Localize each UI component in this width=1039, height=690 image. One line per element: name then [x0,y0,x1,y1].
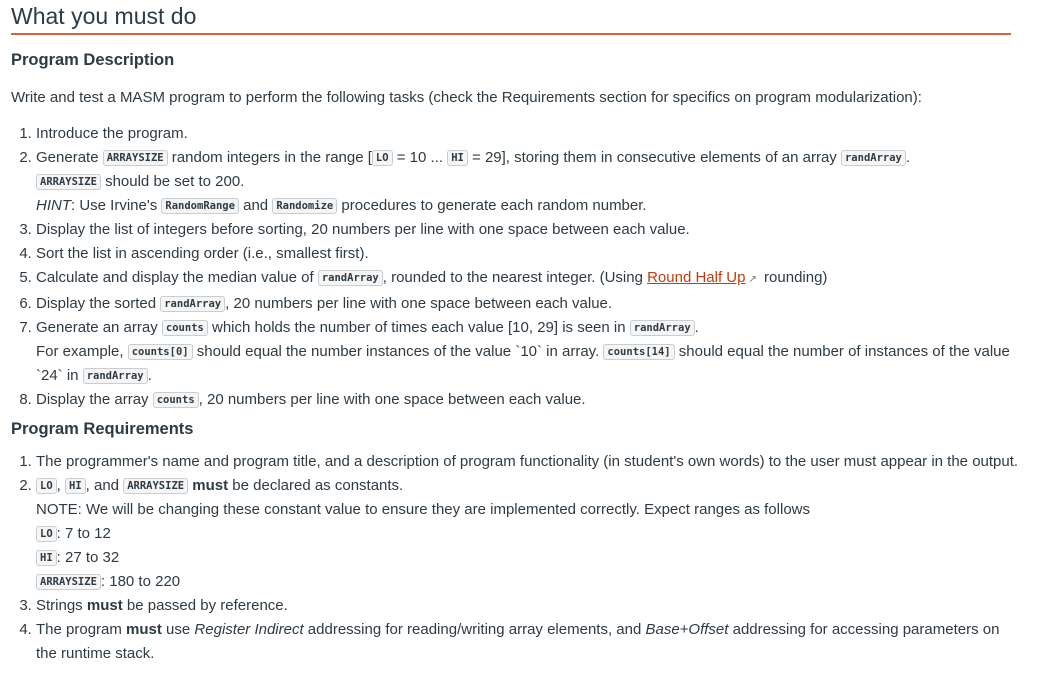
code-randomize: Randomize [272,198,337,214]
requirements-list [11,450,1021,666]
external-link-icon[interactable]: ↗︎ [748,274,757,285]
round-half-up-link[interactable]: Round Half Up [647,269,746,286]
must-emphasis: must [126,621,162,638]
code-lo: LO [372,150,393,166]
requirement-item-3: 3. Strings must be passed by reference. [36,594,1021,618]
code-randarray: randArray [630,320,695,336]
program-description-heading: Program Description [11,51,175,69]
code-hi: HI [447,150,468,166]
base-offset-term: Base+Offset [645,621,729,638]
code-counts-0: counts[0] [128,344,193,360]
page-title: What you must do [11,0,1011,35]
code-hi: HI [36,550,57,566]
hint-label: HINT [36,197,71,214]
code-arraysize: ARRAYSIZE [103,150,168,166]
page-content [11,0,1019,662]
code-hi: HI [65,478,86,494]
code-randarray: randArray [841,150,906,166]
code-counts: counts [162,320,208,336]
code-arraysize: ARRAYSIZE [36,574,101,590]
task-item-1: 1. Introduce the program. [36,122,1021,146]
task-item-8: 8. Display the array counts , 20 numbers per line with one space between each value. [36,388,1021,412]
must-emphasis: must [192,477,229,494]
code-arraysize: ARRAYSIZE [36,174,101,190]
task-item-6: 6. Display the sorted randArray , 20 numbers per line with one space between each value. [36,292,1021,316]
task-item-3: 3. Display the list of integers before sorting, 20 numbers per line with one space between each value. [36,218,1021,242]
code-randarray: randArray [318,270,383,286]
code-lo: LO [36,526,57,542]
code-lo: LO [36,478,57,494]
requirement-item-4: 4. The program must use Register Indirect addressing for reading/writing array elements, and Base+Offset addressing for accessing parameters on the runtime stack. [36,618,1021,666]
note-text: NOTE: We will be changing these constant value to ensure they are implemented correctly. Expect ranges as follows [36,501,810,518]
requirement-item-1: 1. The programmer's name and program title, and a description of program functionality (in student's own words) to the user must appear in the output. [36,450,1021,474]
register-indirect-term: Register Indirect [194,621,304,638]
code-randarray: randArray [160,296,225,312]
program-requirements-heading: Program Requirements [11,420,194,438]
description-intro: Write and test a MASM program to perform the following tasks (check the Requirements section for specifics on program modularization): [11,89,922,106]
code-randarray: randArray [83,368,148,384]
code-arraysize: ARRAYSIZE [123,478,188,494]
code-randomrange: RandomRange [161,198,239,214]
code-counts: counts [153,392,199,408]
task-item-4: 4. Sort the list in ascending order (i.e., smallest first). [36,242,1021,266]
must-emphasis: must [86,597,123,614]
task-item-2: 2. Generate ARRAYSIZE random integers in the range [ LO = 10 ... HI = 29], storing them in consecutive elements of an array randArray . ARRAYSIZE should be set to 200. HINT: Use Irvine's RandomRange and Randomize procedures to generate each random number. [36,146,1021,218]
requirement-item-2: 2. LO , HI , and ARRAYSIZE must be declared as constants. NOTE: We will be changing these constant value to ensure they are implemented correctly. Expect ranges as follows LO : 7 to 12 HI : 27 to 32 ARRAYSIZE : 180 to 220 [36,474,1021,594]
task-item-5: 5. Calculate and display the median value of randArray , rounded to the nearest integer. (Using Round Half Up ↗︎ rounding) [36,266,1021,292]
task-list [11,122,1021,412]
code-counts-14: counts[14] [603,344,674,360]
task-item-7: 7. Generate an array counts which holds the number of times each value [10, 29] is seen in randArray . For example, counts[0] should equal the number instances of the value `10` in array. counts[14] should equal the number of instances of the value `24` in randArray . [36,316,1021,388]
